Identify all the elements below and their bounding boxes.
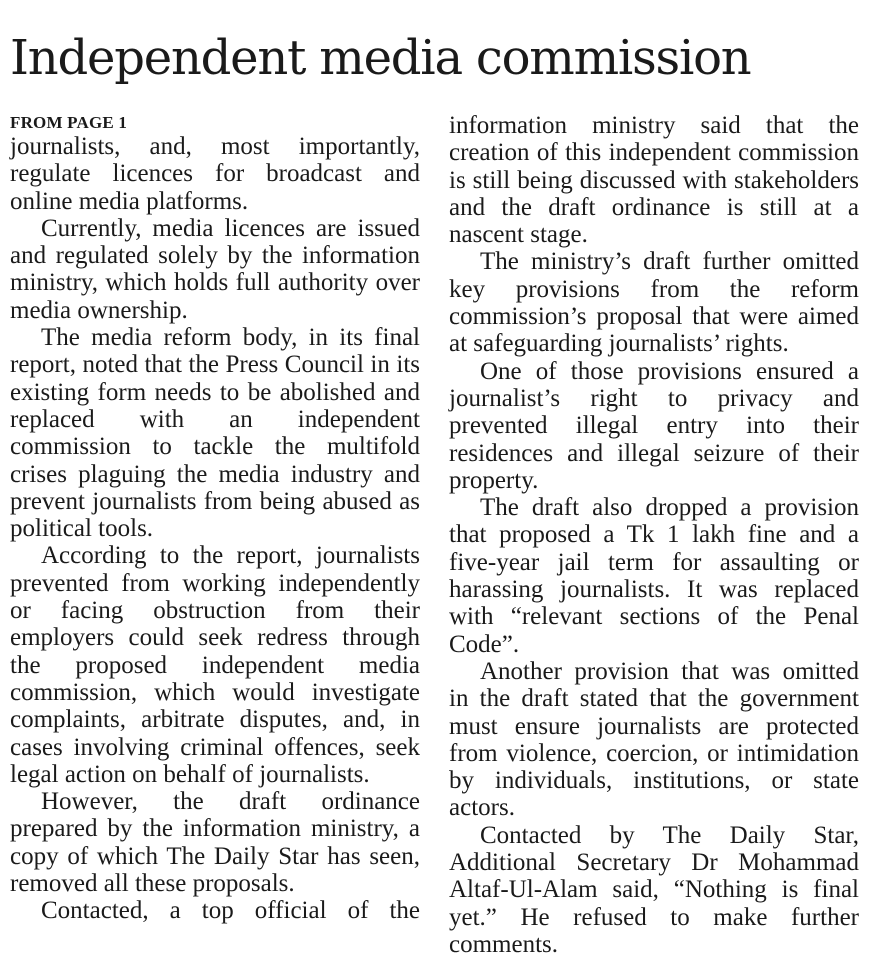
paragraph: information ministry said that the creation of this independent commission is still being discussed with stakeholders and the draft ordinance is still at a nascent stage. <box>449 112 859 249</box>
paragraph: However, the draft ordinance prepared by the information ministry, a copy of which The Daily Star has seen, removed all these proposals. <box>10 788 420 898</box>
article-column-left <box>10 112 420 925</box>
paragraph: According to the report, journalists prevented from working independently or facing obstruction from their employers could seek redress through the proposed independent media commission, which would investigate complaints, arbitrate disputes, and, in cases involving criminal offences, seek legal action on behalf of journalists. <box>10 542 420 788</box>
continued-from-label: FROM PAGE 1 <box>10 113 128 132</box>
paragraph: The draft also dropped a provision that proposed a Tk 1 lakh fine and a five-year jail term for assaulting or harassing journalists. It was replaced with “relevant sections of the Penal Code”. <box>449 494 859 658</box>
article-column-right <box>449 112 859 958</box>
paragraph: Another provision that was omitted in the draft stated that the government must ensure journalists are protected from violence, coercion, or intimidation by individuals, institutions, or state actors. <box>449 657 859 822</box>
paragraph: journalists, and, most importantly, regulate licences for broadcast and online media platforms. <box>10 133 420 215</box>
paragraph: The media reform body, in its final report, noted that the Press Council in its existing form needs to be abolished and replaced with an independent commission to tackle the multifold crises plaguing the media industry and prevent journalists from being abused as political tools. <box>10 324 420 543</box>
paragraph: One of those provisions ensured a journalist’s right to privacy and prevented illegal entry into their residences and illegal seizure of their property. <box>449 357 859 494</box>
paragraph: Contacted, a top official of the <box>41 897 420 925</box>
headline: Independent media commission <box>10 30 751 86</box>
paragraph: The ministry’s draft further omitted key provisions from the reform commission’s proposal that were aimed at safeguarding journalists’ rights. <box>449 248 859 358</box>
paragraph: Contacted by The Daily Star, Additional Secretary Dr Mohammad Altaf-Ul-Alam said, “Nothing is final yet.” He refused to make further comments. <box>449 821 859 958</box>
paragraph: Currently, media licences are issued and regulated solely by the information ministry, which holds full authority over media ownership. <box>10 214 420 324</box>
